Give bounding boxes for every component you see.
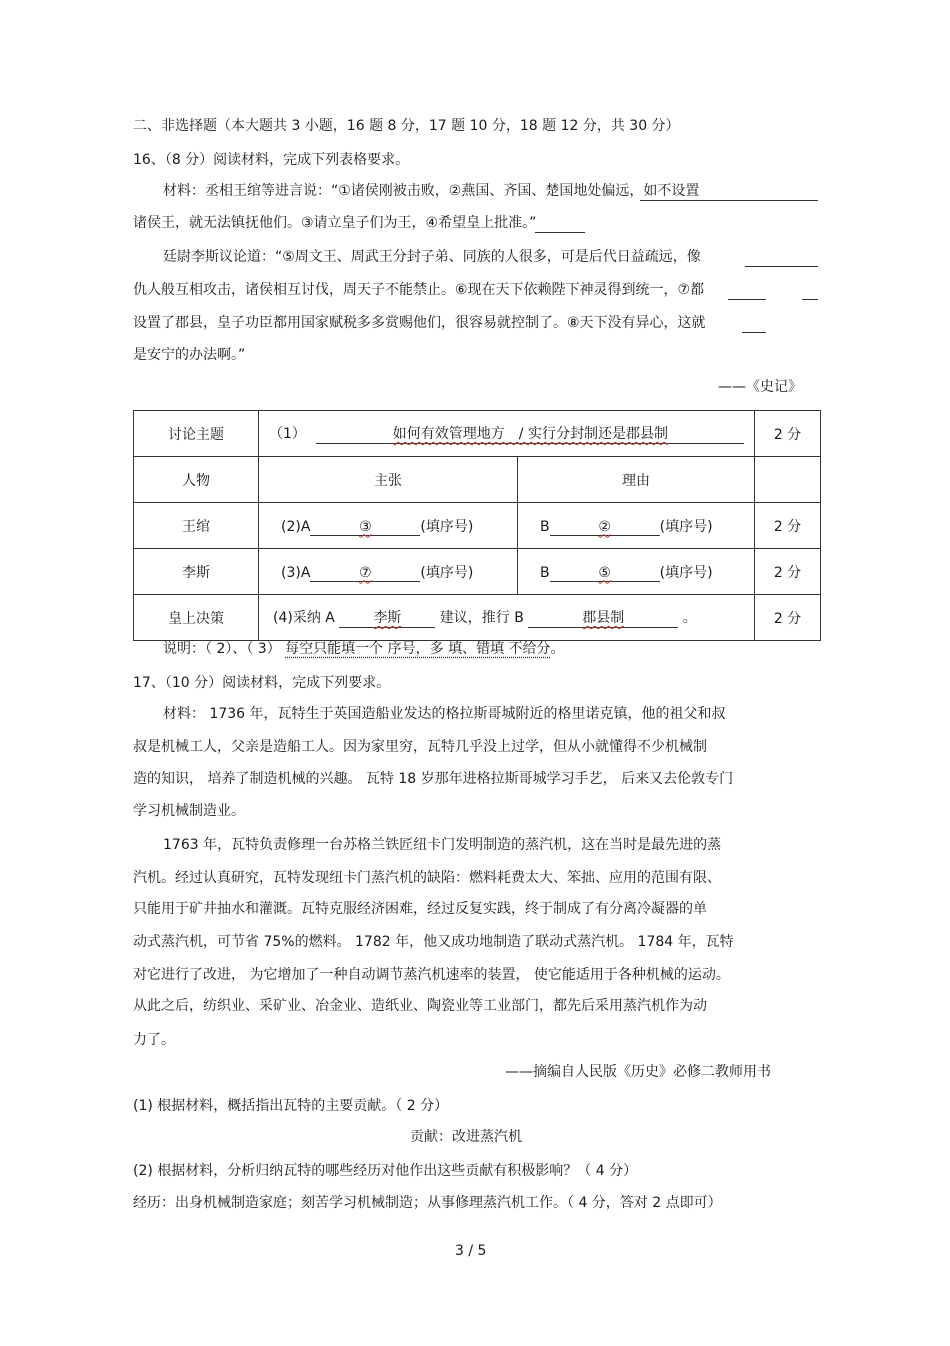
table-row: [134, 411, 821, 457]
q16-title: 16、（8 分）阅读材料，完成下列表格要求。: [133, 152, 410, 168]
q16-material-line: 材料：丞相王绾等进言说：“①诸侯刚被击败，②燕国、齐国、楚国地处偏远，如不设置: [163, 183, 700, 199]
row-points: 2 分: [755, 503, 821, 549]
decision-answer-b-field[interactable]: [528, 607, 678, 628]
q17-answer2: 经历：出身机械制造家庭；刻苦学习机械制造；从事修理蒸汽机工作。（ 4 分，答对 2 点即可）: [133, 1195, 722, 1211]
q17-p2-line: 只能用于矿井抽水和灌溉。瓦特克服经济困难，经过反复实践，终于制成了有分离冷凝器的单: [133, 901, 707, 917]
answer-table: [133, 410, 821, 641]
q17-p2-line: 汽机。经过认真研究，瓦特发现纽卡门蒸汽机的缺陷：燃料耗费太大、笨拙、应用的范围有限、: [133, 870, 721, 886]
q17-p2-line: 力了。: [133, 1032, 175, 1048]
claim-prefix: (2)A: [281, 518, 311, 535]
decision-answer-a-field[interactable]: [339, 607, 435, 628]
decision-answer-a: 李斯: [373, 610, 402, 626]
page-number: 3 / 5: [455, 1243, 487, 1259]
note-end: 。: [550, 641, 565, 657]
q17-source: ——摘编自人民版《历史》必修二教师用书: [505, 1064, 771, 1080]
person-name: 王绾: [134, 503, 259, 549]
q16-material-line: 是安宁的办法啊。”: [133, 347, 246, 363]
table-header-row: [134, 457, 821, 503]
claim-suffix: (填序号): [420, 564, 474, 581]
empty-cell: [755, 457, 821, 503]
reason-prefix: B: [540, 564, 550, 581]
table-row: [134, 549, 821, 595]
decision-answer-b: 郡县制: [582, 610, 625, 626]
q17-p2-line: 从此之后，纺织业、采矿业、冶金业、造纸业、陶瓷业等工业部门，都先后采用蒸汽机作为动: [133, 998, 707, 1014]
claim-answer-field[interactable]: [310, 565, 420, 582]
reason-cell: [518, 503, 755, 549]
topic-answer: 如何有效管理地方 / 实行分封制还是郡县制: [392, 426, 668, 442]
q17-p2-line: 1763 年，瓦特负责修理一台苏格兰铁匠纽卡门发明制造的蒸汽机，这在当时是最先进的蒸: [163, 837, 722, 853]
claim-answer-field[interactable]: [310, 519, 420, 536]
q17-p1-line: 叔是机械工人，父亲是造船工人。因为家里穷，瓦特几乎没上过学，但从小就懂得不少机械制: [133, 739, 707, 755]
q16-material-line: 仇人般互相攻击，诸侯相互讨伐，周天子不能禁止。⑥现在天下依赖陛下神灵得到统一，⑦都: [133, 282, 705, 298]
claim-prefix: (3)A: [281, 564, 311, 581]
q17-p2-line: 对它进行了改进， 为它增加了一种自动调节蒸汽机速率的装置， 使它能适用于各种机械的运动。: [133, 967, 730, 983]
decision-cell: [259, 595, 755, 641]
q16-material-line: 设置了郡县，皇子功臣都用国家赋税多多赏赐他们，很容易就控制了。⑧天下没有异心，这就: [133, 315, 706, 331]
decision-points: 2 分: [755, 595, 821, 641]
q16-source: ——《史记》: [718, 379, 802, 395]
reason-cell: [518, 549, 755, 595]
decision-prefix: (4)采纳 A: [273, 610, 335, 626]
underline: [728, 299, 766, 300]
underline: [742, 332, 766, 333]
reason-suffix: (填序号): [659, 518, 713, 535]
claim-answer: ③: [359, 518, 372, 535]
underline: [535, 232, 585, 233]
q17-p1-line: 材料： 1736 年，瓦特生于英国造船业发达的格拉斯哥城附近的格里诺克镇，他的祖父和叔: [163, 706, 726, 722]
q17-p2-line: 动式蒸汽机，可节省 75%的燃料。 1782 年，他又成功地制造了联动式蒸汽机。 1784 年，瓦特: [133, 934, 734, 950]
reason-suffix: (填序号): [659, 564, 713, 581]
topic-answer-field[interactable]: [316, 423, 744, 444]
table-row: [134, 503, 821, 549]
q17-sub2: (2) 根据材料，分析归纳瓦特的哪些经历对他作出这些贡献有积极影响？（ 4 分）: [133, 1163, 638, 1179]
table-row: [134, 595, 821, 641]
decision-end: 。: [682, 610, 697, 626]
underline: [640, 200, 818, 201]
col-person: 人物: [134, 457, 259, 503]
underline: [802, 299, 818, 300]
underline: [745, 266, 818, 267]
section-heading: 二、非选择题（本大题共 3 小题，16 题 8 分，17 题 10 分，18 题 12 分，共 30 分）: [133, 118, 680, 134]
note-emphasis: 每空只能填一个 序号，多 填、错填 不给分: [285, 641, 551, 657]
reason-answer: ②: [598, 518, 611, 535]
topic-label: 讨论主题: [134, 411, 259, 457]
decision-mid: 建议，推行 B: [439, 610, 524, 626]
reason-answer-field[interactable]: [550, 565, 660, 582]
q16-note: [163, 640, 565, 658]
claim-answer: ⑦: [359, 564, 372, 581]
note-prefix: 说明：（ 2）、（ 3）: [163, 641, 281, 657]
q17-p1-line: 学习机械制造业。: [133, 803, 245, 819]
q16-material-line: 诸侯王，就无法镇抚他们。③请立皇子们为王，④希望皇上批准。”: [133, 215, 537, 231]
claim-suffix: (填序号): [420, 518, 474, 535]
decision-label: 皇上决策: [134, 595, 259, 641]
topic-cell: [259, 411, 755, 457]
topic-points: 2 分: [755, 411, 821, 457]
reason-answer: ⑤: [598, 564, 611, 581]
reason-prefix: B: [540, 518, 550, 535]
q16-material-line: 廷尉李斯议论道：“⑤周文王、周武王分封子弟、同族的人很多，可是后代日益疏远，像: [163, 249, 701, 265]
q17-title: 17、（10 分）阅读材料，完成下列要求。: [133, 675, 391, 691]
col-reason: 理由: [518, 457, 755, 503]
col-claim: 主张: [259, 457, 518, 503]
reason-answer-field[interactable]: [550, 519, 660, 536]
claim-cell: [259, 503, 518, 549]
q17-answer1: 贡献：改进蒸汽机: [410, 1129, 522, 1145]
q17-p1-line: 造的知识， 培养了制造机械的兴趣。 瓦特 18 岁那年进格拉斯哥城学习手艺， 后来又去伦敦专门: [133, 771, 734, 787]
row-points: 2 分: [755, 549, 821, 595]
topic-prefix: （1）: [269, 426, 306, 442]
person-name: 李斯: [134, 549, 259, 595]
claim-cell: [259, 549, 518, 595]
q17-sub1: (1) 根据材料，概括指出瓦特的主要贡献。（ 2 分）: [133, 1098, 449, 1114]
